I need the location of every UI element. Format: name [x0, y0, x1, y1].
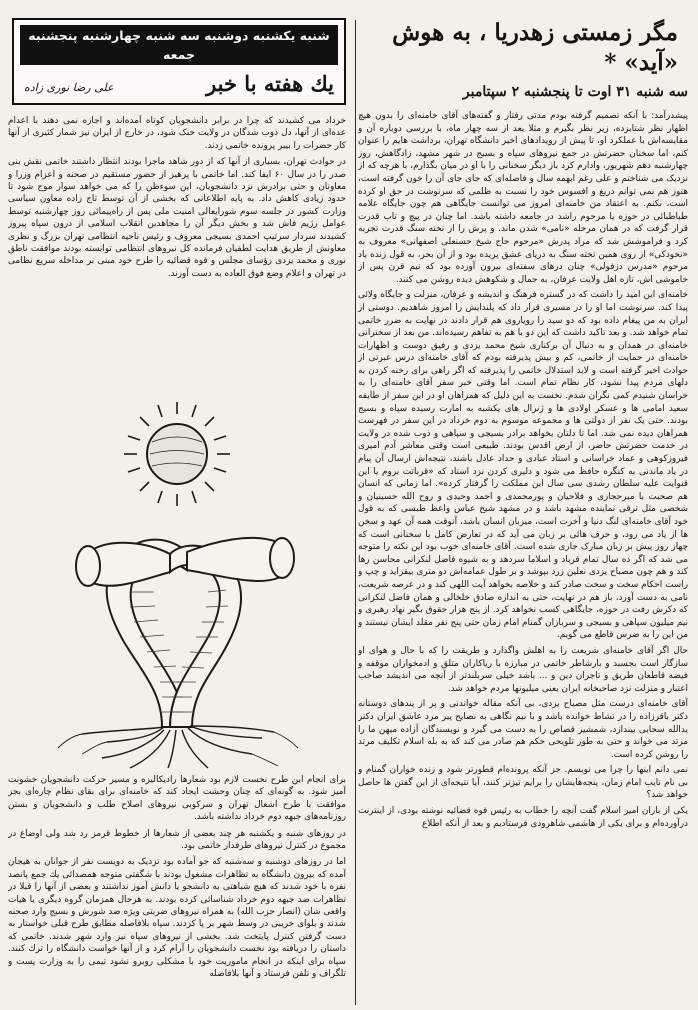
column-title-row — [20, 70, 338, 98]
article-paragraph: نمی دانم اینها را چرا می نویسم. جز آنکه پرونده‌ام قطورتر شود و زنده خواران گمنام و بی نام نایب امام زمان، پنجه‌هایشان را برایم تیزتر کنند، آیا نتیجه‌ای از این گفتن ها حاصل خواهد شد؟ — [358, 765, 688, 801]
article-headline: مگر زمستی زهدریا ، به هوش «آید» * — [392, 19, 678, 76]
column-header-box — [12, 18, 346, 105]
weekly-news-column — [8, 18, 346, 1003]
article-paragraph: خامنه‌ای این امید را داشت که در گستره فرهنگ و اندیشه و عرفان، منزلت و جایگاه ولائی پیدا کند. سرنوشت اما او را در مسیری قرار داد که پلندایش را امروز شاهدیم. دوستی از ایران به من پیغام داده بود که دو سید را رویاروی هم قرار دادند در نهایت به ضرر خاتمی تمام خواهد شد. و بعد تاکید داشت که این دو با هم به تفاهم رسیده‌اند. من بعد از سخنرانی خامنه‌ای در همدان و به دنبال آن برکناری شیخ محمد یزدی و رفیق دوست و اظهارات خامنه‌ای در حمایت از خاتمی، کم و بیش پذیرفته بودم که آقای خامنه‌ای درس عبرتی از حوادث اخیر گرفته است و لابد استدلال خاتمی را پذیرفته که اگر راهی برای رخنه کردن به دلهای مردم پیدا نشود، کار نظام تمام است. اما وقتی خبر سفر آقای خامنه‌ای را به خراسان شنیدم کمی نگران شدم. نخست به این دلیل که همراهان او در این سفر از طایفه سعید امامی ها و عسکر اولادی ها و ژنرال های یکشبه به امارت رسیده سپاه و بسیج بودند. حتی یک نفر از دولتی ها و مجموعه موسوم به دوم خرداد در این سفر در فهرست همراهان دیده نمی شد. اما تا دلتان بخواهد برادر بسیجی و سپاهی و ذوب شده در ولایت در خدمت حضرتش حاضر، از ارض اقدس بودند. طبیعی است وقتی معاشر آدم امیری فیروزکوهی و عماد خراسانی و استاد عبادی و حداد عادل باشند، نتیجه‌اش ارسال آن پیام در یاد ماندنی به کنگره حافظ می شود و دلیری کردن نزد استاد که «قرباتت بروم یا این قنوایت علیه سلطان رشدی سی سال این مملکت را گرفتار کرده». اما زمانی که انسان هم صحبت با میرحجازی و فلاحیان و پورمحمدی و احمد وحیدی و روح الله حسینیان و شخصی مثل ترقی نماینده مشهد باشد و در مشهد شیخ عباس واعظ طبسی که به قول خود آقای خامنه‌ای لنگ دنیا و آخرت است، میزبان انسان باشد، آنوقت همه آن عهد و سخن ها از یاد می رود، و حرف هائی بر زبان می آید که در تعارض کامل با سخنانی است که چهار روز پیش بر زبان مبارک جاری شده است. آقای خامنه‌ای خوب بود این نکته را متوجه می شد که اگر ده سال تمام قرباد و اسلاما سردهد و به شیوه فاضل لنکرانی محاسن رها کند و هم چون مصباح یزدی نعلین زرد بپوشد و بر طول عمامه‌اش دو متری بیفزاید و چپ و راست احکام سخت و سخت صادر کند و خلاصه بخواهد آیت اللهی کند و در عرصه شریعت، نامی به دست آورد، باز هم در نهایت، حتی به اندازه صادق خلخالی و همان فاضل لنکرانی که دکرش رفت در حوزه، جایگاهی کسب نخواهد کرد. از پنج هزار حقوق بگیر نهاد رهبری و نیم میلیون سپاهی و بسیجی و سربازان گمنام امام زمان حتی پنج نفر مقلد ایشان نیستند و من این را به ضرس قاطع می گویم. — [358, 290, 688, 641]
column-body-top — [8, 115, 346, 390]
column-paragraph: خرداد می کشیدند که چرا در برابر دانشجویان کوتاه آمده‌اند و اجازه نمی دهند با اعدام عده‌ای از آنها، دل ذوب شدگان در ولایت خنک شود، در خارج از ایران نیز شمار کثیری از آنها کار حضرات را بیبر پرونده خاتمی زدند. — [8, 116, 346, 151]
article-paragraph: حال اگر آقای خامنه‌ای شریعت را به اهلش واگذارد و طریقت را که با حال و هوای او سازگار است بجسبد و بارشاطر خاتمی در مبارزه با ریاکاران متلق و ادمخواران موقفه و فیضه قاطعان طریق و تاجران دین و ... باشد خیلی سربلندتر از آنچه می اندیشد صاحب اعتبار و منزلت نزد صاحبخانه ایران یعنی میلیونها مردم خواهد شد. — [358, 645, 688, 694]
weekdays-bar: شنبه یکشنبه دوشنبه سه شنبه چهارشنبه پنجشنبه جمعه — [20, 25, 338, 65]
article-body — [358, 110, 688, 830]
column-author: علی رضا نوری زاده — [24, 81, 114, 94]
column-title: یك هفته با خبر — [206, 71, 334, 96]
article-paragraph: آقای خامنه‌ای درست مثل مصباح یزدی، بی آنکه مقاله خواندنی و پر از پندهای دوستانه دکتر باقرزاده را در نشاط خوانده باشد و با نیم نگاهی به نصایح پیر مرد عاشق ایران دکتر یدالله سحابی بیندازد، شمشیر قصاص را به دست می گیرد و نویسندگان آزاده میهن ما را مرتد می خواند و حتی به طور تلویحی حکم هم صادر می کند که به بله اسلام تکلیف مرتد را روشن کرده است. — [358, 699, 688, 760]
column-divider — [355, 20, 356, 1005]
twisted-figures-drawing — [76, 538, 294, 727]
article-date-range: سه شنبه ۳۱ اوت تا پنجشنبه ۲ سپتامبر — [462, 84, 688, 100]
column-paragraph: برای انجام این طرح نخست لازم بود شعارها رادیکالیزه و مسیر حرکت دانشجویان خشونت آمیز شود. به گونه‌ای که چنان وحشت ایجاد کند که خامنه‌ای برای بقای نظام چاره‌ای بجز موافقت با طرح اشغال تهران و سرکوبی نیروهای اصلاح طلب و دانشجویان و بستن روزنامه‌های جبهه دوم خرداد نداشته باشد. — [8, 775, 346, 823]
column-paragraph: در حوادث تهران، بسیاری از آنها که از دور شاهد ماجرا بودند انتظار داشتند خاتمی نقش بنی صدر را در سال ۶۰ ایفا کند. اما خاتمی با پرهیز از حضور مستقیم در صحنه و اعزام وزرا و معاونان و حتی برادرش نزد دانشجویان، این سوءظن را که می خواهد سوار موج شود تا حدود زیادی کاهش داد. به پایه اطلاعاتی که بخشی از آن توسط تاج زاده معاون سیاسی وزارت کشور در جلسه سوم شورایعالی امنیت ملی پس از راه‌پیمائی روز چهارشنبه توسط عوامل رژیم فاش شد و بخش دیگر آن را مجاهدین انقلاب اسلامی از درون سپاه پیروز کشیدند سردار سرتیپ احمدی بسیجی معروف و رئیس ناحیه انتظامی تهران بزرگ و نظری معاونش از طریق هدایت لطفیان فرمانده کل نیروهای انتظامی توانسته بودند موافقت ناطق نوری و محمد یزدی رؤسای مجلس و قوه قضائیه را طرح خود مبنی بر مداخله سریع نظامی در تهران و اعلام وضع فوق العاده به دست آورند. — [8, 157, 346, 279]
column-paragraph: اما در روزهای دوشنبه و سه‌شنبه که جو آماده بود تزدیک به دویست نفر از جوانان به هیجان آمده که بیرون دانشگاه به تظاهرات مشغول بودند با شگفتی متوجه همصدائی یك جمع پانصد نفره با خود شدند که هیچ شباهتی به دانشجو یا دانش آموز نداشتند و بعضی از آنها را قبلا در تظاهرات ضد جبهه دوم خرداد شناسائی کرده بودند. به هرحال همزمان گروه دیگری یا هیات واقعی شان (انصار حزب الله) به همراه نیروهای ضربتی ویژه ضد شورش و بسیج وارد صحنه شدند و بلوای خریبی در وسط شهر بر پا کردند. سپاه بلافاصله مطابق طرح قبلی خواستار به دست گرفتن کنترل پایتخت شد. بخشی از نیروهای سپاه نیز وارد شهر شدند. خاتمی که داستان را دریافته بود نخست دانشجویان را آرام کرد و از آنها خواست دانشگاه را ترك کنند. سپاه برای اینکه در انجام ماموریت خود با مشکلی روبرو نشود تیمی را به وزارت پست و تلگراف و تلفن فرستاد و آنها بلافاصله — [8, 857, 346, 980]
cartoon-illustration — [12, 392, 342, 770]
column-paragraph: در روزهای شنبه و یکشنبه هر چند بعضی از شعارها از خطوط قرمز رد شد ولی اوضاع در مجموع در کنترل نیروهای طرفدار خاتمی بود. — [8, 828, 346, 852]
article-paragraph: پیشدرآمد: با آنکه تصمیم گرفته بودم مدتی رفتار و گفته‌های آقای خامنه‌ای را بدون هیچ اظهار نظر شتابزده، زیر نظر بگیرم و مثلا بعد از سه چهار ماه، با بررسی دوباره آن و مقایسه‌اش با عملکرد او، تا پیش از رویدادهای اخیر دانشگاه تهران، برداشت هایم را عنوان کنم، اما سخنان حضرتش در جمع نیروهای سپاه و بسیج در شهر مشهد، زادگاهش، روز چهارشنبه دهم شهریور، وادارم کرد باز دیگر سخنانی را با او در میان بگذارم، با هرچه که از نزدیک می شناختم و علی رغم ابهمه سال و فاصله‌ای که جای جای آن را خون گرفته است، هنوز هم نمی توانم دریغ و افسوس خود را نسبت به ظلمی که سرنوشت در حق او کرده است، نکنم. به اعتقاد من خامنه‌ای امروز می توانست جایگاهی هم چون جایگاه علامه طباطبائی در حوزه یا مرحوم راشد در جامعه داشته باشد. اما چنان در پیچ و تاب قدرت قرار گرفت که در همان مرحله «نامی» شدن ماند. و پرش را از تخته سنگ قدرت تجربه کرد و فراموشش شد که مراد پدرش «مرحوم حاج شیخ حسنعلی اصفهانی» معروف به «نخودکی» از روی همین تخته سنگ به دریای عشق پریده بود و از آن بحر، به قول زنده یاد مرحوم «مدرس دزفولی» چنان درهای سفته‌ای بیرون آورده بود که نیم قرن پس از خاموشی اش، تازه اهل ولایت عرفان، به جمال و شکوهش دیده روشن می کنند. — [358, 111, 688, 285]
article-paragraph: یکی از باران امیر اسلام گفت آنچه را خطاب به رئیس قوه قضائیه نوشته بودی، از اینترنت درآورده‌ام و برای یکی از هاشمی شاهرودی فرستادیم و بعد از آنکه اطلاع — [358, 806, 688, 829]
two-headed-tree-drawing — [12, 392, 342, 770]
roots-drawing — [58, 726, 298, 768]
column-body-bottom — [8, 774, 346, 1003]
sun-drawing — [124, 402, 230, 506]
article-column — [358, 18, 688, 1003]
